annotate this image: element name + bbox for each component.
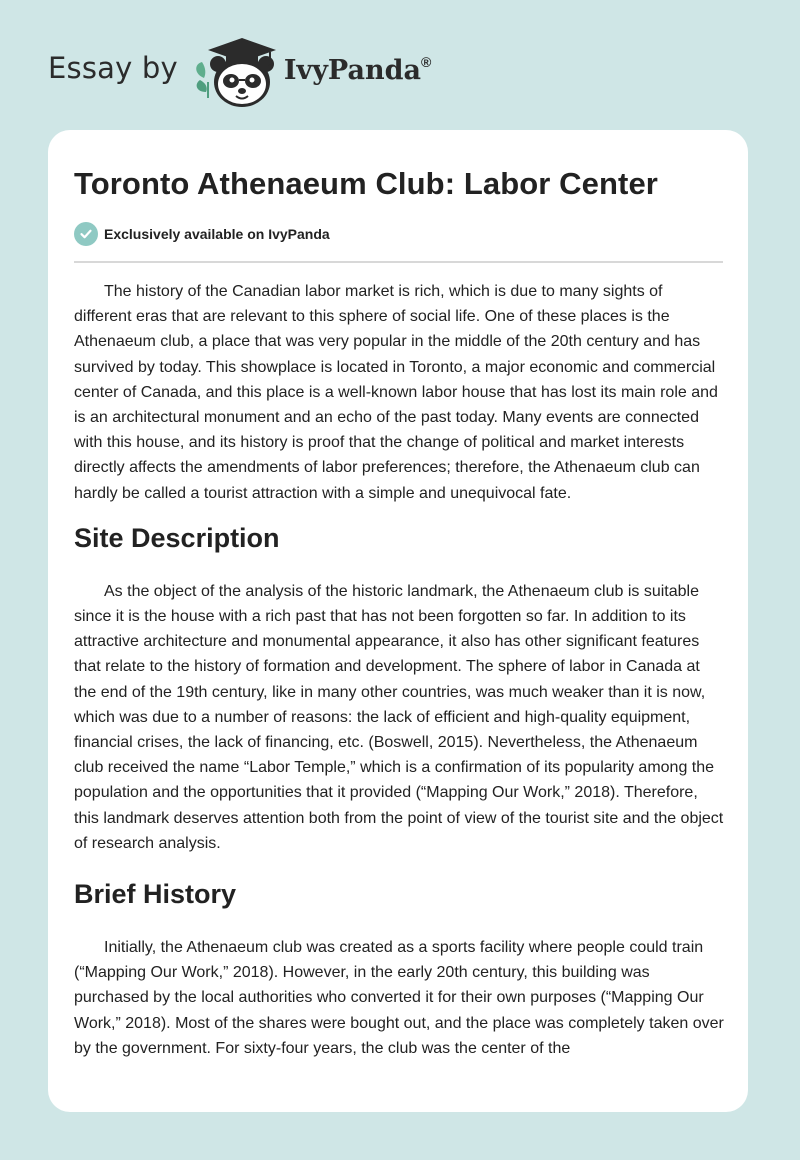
paragraph-intro: The history of the Canadian labor market is rich, which is due to many sights of different eras that are relevant to this sphere of social life. One of these places is the Athenaeum club, a place that was very popular in the middle of the 20th century and has survived by today. This showplace is located in Toronto, a major economic and commercial center of Canada, and this place is a well-known labor house that has lost its main role and is an architectural monument and an echo of the past today. Many events are connected with this house, and its history is proof that the change of political and market interests directly affects the amendments of labor preferences; therefore, the Athenaeum club can hardly be called a tourist attraction with a simple and unequivocal fate. xyxy=(74,283,718,502)
brand-text: IvyPanda xyxy=(283,55,421,86)
ivypanda-logo[interactable] xyxy=(190,34,282,110)
title-divider xyxy=(74,261,723,263)
panda-graduate-icon xyxy=(190,34,282,110)
paragraph-site-description: As the object of the analysis of the historic landmark, the Athenaeum club is suitable since it is the house with a rich past that has not been forgotten so far. In addition to its attractive architecture and monumental appearance, it also has other significant features that relate to the history of formation and development. The sphere of labor in Canada at the end of the 19th century, like in many other countries, was much weaker than it is now, which was due to a number of reasons: the lack of efficient and high-quality equipment, financial crises, the lack of financing, etc. (Boswell, 2015). Nevertheless, the Athenaeum club received the name “Labor Temple,” which is a confirmation of its popularity among the population and the opportunities that it provided (“Mapping Our Work,” 2018). Therefore, this landmark deserves attention both from the point of view of the tourist site and the object of research analysis. xyxy=(74,582,724,852)
site-header xyxy=(48,34,431,110)
heading-brief-history: Brief History xyxy=(74,879,237,910)
paragraph-brief-history: Initially, the Athenaeum club was created as a sports facility where people could train (“Mapping Our Work,” 2018). However, in the early 20th century, this building was purchased by the local authorities who converted it for their own purposes (“Mapping Our Work,” 2018). Most of the shares were bought out, and the place was completely taken over by the government. For sixty-four years, the club was the center of the xyxy=(74,939,724,1057)
registered-mark: ® xyxy=(420,54,432,70)
essay-by-label: Essay by xyxy=(48,51,178,85)
heading-site-description: Site Description xyxy=(74,522,280,553)
check-icon xyxy=(74,222,98,246)
exclusive-badge xyxy=(74,222,330,246)
essay-body xyxy=(74,279,724,1061)
exclusive-label: Exclusively available on IvyPanda xyxy=(104,226,330,242)
brand-name[interactable] xyxy=(284,54,431,86)
essay-card xyxy=(48,130,748,1112)
page-title: Toronto Athenaeum Club: Labor Center xyxy=(74,166,658,201)
